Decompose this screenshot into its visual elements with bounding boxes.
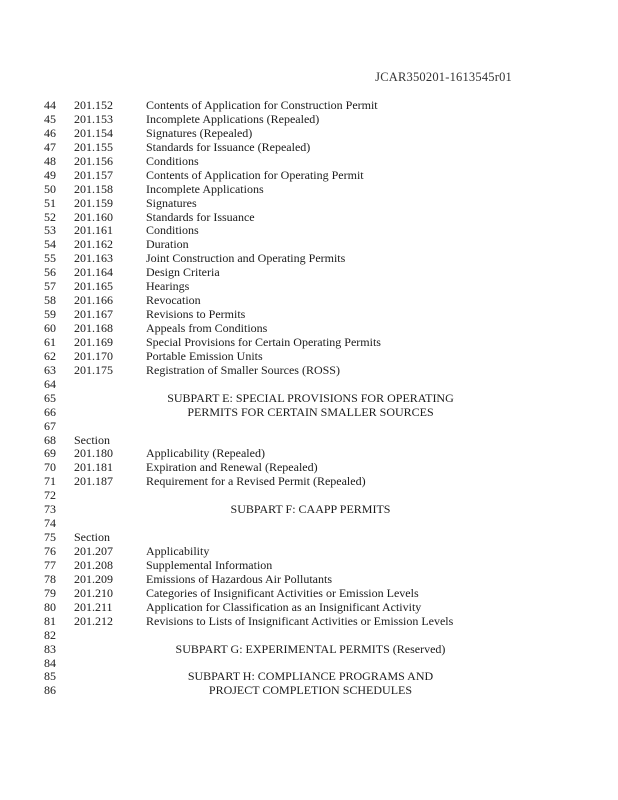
document-line <box>0 503 618 517</box>
section-title: Standards for Issuance <box>146 209 255 224</box>
line-number: 52 <box>44 209 56 224</box>
subpart-heading: PERMITS FOR CERTAIN SMALLER SOURCES <box>187 404 434 419</box>
document-line <box>0 294 618 308</box>
section-number: 201.212 <box>74 613 113 628</box>
section-number: 201.166 <box>74 293 113 308</box>
line-number: 64 <box>44 376 56 391</box>
line-number: 54 <box>44 237 56 252</box>
document-line <box>0 489 618 503</box>
document-line <box>0 113 618 127</box>
line-number: 82 <box>44 627 56 642</box>
line-number: 63 <box>44 362 56 377</box>
section-number: 201.180 <box>74 446 113 461</box>
document-line <box>0 531 618 545</box>
line-number: 76 <box>44 544 56 558</box>
document-line <box>0 141 618 155</box>
subpart-heading: SUBPART E: SPECIAL PROVISIONS FOR OPERATING <box>167 390 454 405</box>
line-number: 67 <box>44 418 56 433</box>
line-number: 56 <box>44 265 56 280</box>
section-number: 201.152 <box>74 98 113 112</box>
section-number: 201.157 <box>74 167 113 182</box>
section-title: Joint Construction and Operating Permits <box>146 251 346 266</box>
section-title: Special Provisions for Certain Operating Permits <box>146 334 381 349</box>
document-line <box>0 420 618 434</box>
line-number: 45 <box>44 111 56 126</box>
section-title: Incomplete Applications <box>146 181 264 196</box>
section-title: Conditions <box>146 223 199 238</box>
section-title: Contents of Application for Construction Permit <box>146 98 378 112</box>
section-title: Standards for Issuance (Repealed) <box>146 139 311 154</box>
line-number: 73 <box>44 502 56 517</box>
line-number: 72 <box>44 488 56 503</box>
line-number: 58 <box>44 293 56 308</box>
line-number: 59 <box>44 307 56 322</box>
document-line <box>0 378 618 392</box>
section-number: 201.164 <box>74 265 113 280</box>
line-number: 78 <box>44 571 56 586</box>
section-number: 201.211 <box>74 599 113 614</box>
section-title: Application for Classification as an Insignificant Activity <box>146 599 422 614</box>
section-title: Requirement for a Revised Permit (Repealed) <box>146 474 366 489</box>
line-number: 66 <box>44 404 56 419</box>
line-number: 51 <box>44 195 56 210</box>
section-title: Hearings <box>146 279 190 294</box>
document-line <box>0 266 618 280</box>
line-number: 46 <box>44 125 56 140</box>
section-number: 201.208 <box>74 557 113 572</box>
section-title: Signatures (Repealed) <box>146 125 253 140</box>
line-number: 62 <box>44 348 56 363</box>
line-number: 75 <box>44 530 56 545</box>
document-line <box>0 657 618 671</box>
document-line <box>0 447 618 461</box>
line-number: 86 <box>44 683 56 698</box>
section-title: Conditions <box>146 153 199 168</box>
section-number: 201.161 <box>74 223 113 238</box>
document-line <box>0 643 618 657</box>
document-line <box>0 615 618 629</box>
section-title: Revocation <box>146 293 201 308</box>
document-line <box>0 183 618 197</box>
document-line <box>0 601 618 615</box>
line-numbered-body <box>0 99 618 698</box>
document-line <box>0 545 618 559</box>
document-line <box>0 211 618 225</box>
section-title: Duration <box>146 237 189 252</box>
document-line <box>0 197 618 211</box>
document-line <box>0 155 618 169</box>
line-number: 49 <box>44 167 56 182</box>
section-number: 201.207 <box>74 544 113 558</box>
section-number: 201.160 <box>74 209 113 224</box>
document-line <box>0 684 618 698</box>
document-line <box>0 475 618 489</box>
section-number: 201.155 <box>74 139 113 154</box>
section-number: 201.210 <box>74 585 113 600</box>
document-line <box>0 336 618 350</box>
section-number: 201.159 <box>74 195 113 210</box>
section-number: Section <box>74 432 110 447</box>
section-title: Revisions to Lists of Insignificant Activities or Emission Levels <box>146 613 454 628</box>
section-title: Applicability (Repealed) <box>146 446 265 461</box>
line-number: 44 <box>44 98 56 112</box>
line-number: 53 <box>44 223 56 238</box>
section-title: Expiration and Renewal (Repealed) <box>146 460 318 475</box>
section-title: Incomplete Applications (Repealed) <box>146 111 320 126</box>
line-number: 84 <box>44 655 56 670</box>
section-title: Appeals from Conditions <box>146 321 268 335</box>
section-number: 201.169 <box>74 334 113 349</box>
section-title: Revisions to Permits <box>146 307 246 322</box>
section-title: Portable Emission Units <box>146 348 263 363</box>
section-title: Applicability <box>146 544 210 558</box>
document-line <box>0 127 618 141</box>
document-line <box>0 350 618 364</box>
document-line <box>0 434 618 448</box>
section-title: Design Criteria <box>146 265 220 280</box>
section-number: 201.168 <box>74 321 113 335</box>
line-number: 85 <box>44 669 56 684</box>
section-number: Section <box>74 530 110 545</box>
document-line <box>0 406 618 420</box>
document-line <box>0 169 618 183</box>
section-number: 201.156 <box>74 153 113 168</box>
section-title: Supplemental Information <box>146 557 273 572</box>
section-number: 201.162 <box>74 237 113 252</box>
section-number: 201.154 <box>74 125 113 140</box>
section-title: Registration of Smaller Sources (ROSS) <box>146 362 340 377</box>
section-number: 201.165 <box>74 279 113 294</box>
document-line <box>0 322 618 336</box>
subpart-heading: SUBPART F: CAAPP PERMITS <box>230 502 391 517</box>
line-number: 61 <box>44 334 56 349</box>
section-number: 201.181 <box>74 460 113 475</box>
section-title: Contents of Application for Operating Permit <box>146 167 364 182</box>
line-number: 77 <box>44 557 56 572</box>
document-line <box>0 224 618 238</box>
document-line <box>0 364 618 378</box>
document-id: JCAR350201-1613545r01 <box>375 70 512 84</box>
line-number: 80 <box>44 599 56 614</box>
section-number: 201.170 <box>74 348 113 363</box>
document-line <box>0 461 618 475</box>
line-number: 69 <box>44 446 56 461</box>
document-line <box>0 280 618 294</box>
document-line <box>0 559 618 573</box>
section-title: Emissions of Hazardous Air Pollutants <box>146 571 332 586</box>
line-number: 79 <box>44 585 56 600</box>
section-number: 201.209 <box>74 571 113 586</box>
document-line <box>0 392 618 406</box>
line-number: 60 <box>44 321 56 335</box>
section-number: 201.167 <box>74 307 113 322</box>
subpart-heading: PROJECT COMPLETION SCHEDULES <box>208 683 413 698</box>
line-number: 70 <box>44 460 56 475</box>
subpart-heading: SUBPART H: COMPLIANCE PROGRAMS AND <box>187 669 434 684</box>
line-number: 71 <box>44 474 56 489</box>
line-number: 50 <box>44 181 56 196</box>
document-line <box>0 252 618 266</box>
line-number: 74 <box>44 516 56 531</box>
document-line <box>0 308 618 322</box>
section-title: Signatures <box>146 195 197 210</box>
document-line <box>0 517 618 531</box>
section-number: 201.175 <box>74 362 113 377</box>
line-number: 83 <box>44 641 56 656</box>
section-number: 201.187 <box>74 474 113 489</box>
line-number: 68 <box>44 432 56 447</box>
document-line <box>0 99 618 113</box>
document-line <box>0 573 618 587</box>
subpart-heading: SUBPART G: EXPERIMENTAL PERMITS (Reserved) <box>175 641 446 656</box>
document-line <box>0 670 618 684</box>
document-line <box>0 587 618 601</box>
line-number: 65 <box>44 390 56 405</box>
line-number: 81 <box>44 613 56 628</box>
section-title: Categories of Insignificant Activities or Emission Levels <box>146 585 419 600</box>
section-number: 201.163 <box>74 251 113 266</box>
line-number: 47 <box>44 139 56 154</box>
document-line <box>0 629 618 643</box>
section-number: 201.153 <box>74 111 113 126</box>
section-number: 201.158 <box>74 181 113 196</box>
line-number: 57 <box>44 279 56 294</box>
line-number: 55 <box>44 251 56 266</box>
line-number: 48 <box>44 153 56 168</box>
document-line <box>0 238 618 252</box>
